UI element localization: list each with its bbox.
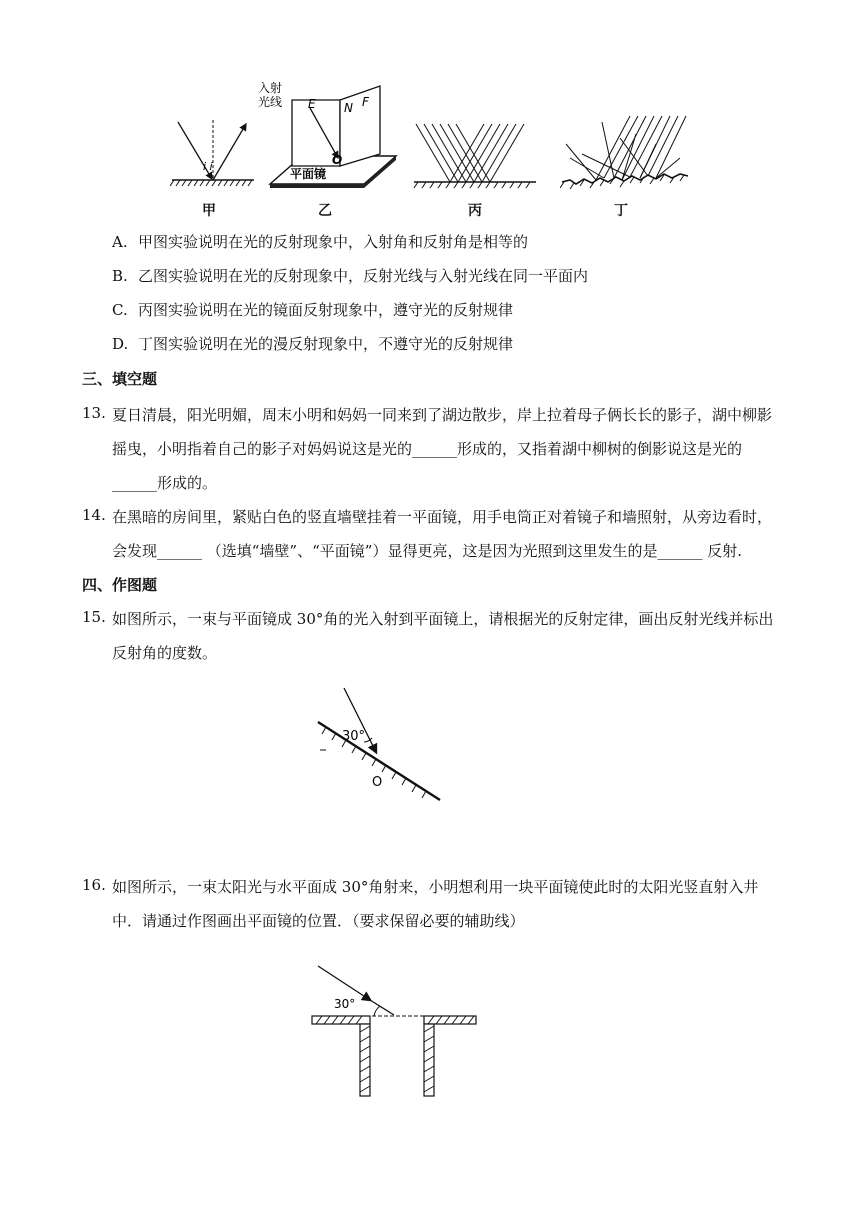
q13-line1: 夏日清晨，阳光明媚，周末小明和妈妈一同来到了湖边散步，岸上拉着母子俩长长的影子，湖中柳影 bbox=[112, 406, 773, 424]
q15-line1: 如图所示，一束与平面镜成 30°角的光入射到平面镜上，请根据光的反射定律，画出反射光线并标出 bbox=[112, 610, 774, 628]
label-N: N bbox=[344, 101, 353, 115]
figure-ding bbox=[560, 114, 690, 194]
incident-ray-text-2: 光线 bbox=[258, 95, 283, 109]
q16-figure[interactable] bbox=[310, 960, 478, 1100]
q13-line2: 摇曳，小明指着自己的影子对妈妈说这是光的______形成的，又指着湖中柳树的倒影说这是光的 bbox=[112, 440, 743, 458]
section-fill-in: 三、填空题 bbox=[82, 370, 158, 388]
section-drawing: 四、作图题 bbox=[82, 576, 158, 594]
option-a[interactable]: A. 甲图实验说明在光的反射现象中，入射角和反射角是相等的 bbox=[112, 233, 529, 251]
q16-line2: 中．请通过作图画出平面镜的位置．（要求保留必要的辅助线） bbox=[112, 912, 525, 930]
mirror-text: 平面镜 bbox=[290, 167, 327, 181]
figure-yi bbox=[256, 82, 402, 192]
figure-bing-label: 丙 bbox=[468, 203, 482, 219]
figure-jia bbox=[168, 118, 258, 190]
q14-line1: 在黑暗的房间里，紧贴白色的竖直墙壁挂着一平面镜，用手电筒正对着镜子和墙照射，从旁边看时， bbox=[112, 508, 773, 526]
label-F: F bbox=[362, 95, 369, 109]
figure-ding-label: 丁 bbox=[614, 203, 628, 219]
option-b[interactable]: B. 乙图实验说明在光的反射现象中，反射光线与入射光线在同一平面内 bbox=[112, 267, 589, 285]
q13-line3: ______形成的。 bbox=[112, 474, 218, 492]
figure-jia-label: 甲 bbox=[202, 203, 216, 219]
q15-angle-label: 30° bbox=[342, 729, 366, 744]
q15-figure[interactable] bbox=[312, 680, 452, 804]
q15-point-label: O bbox=[372, 775, 383, 790]
label-O: O bbox=[332, 153, 343, 167]
option-c[interactable]: C. 丙图实验说明在光的镜面反射现象中，遵守光的反射规律 bbox=[112, 301, 514, 319]
q13-number: 13. bbox=[82, 404, 106, 422]
option-d[interactable]: D. 丁图实验说明在光的漫反射现象中，不遵守光的反射规律 bbox=[112, 335, 514, 353]
q16-line1: 如图所示，一束太阳光与水平面成 30°角射来，小明想利用一块平面镜使此时的太阳光竖直射入井 bbox=[112, 878, 759, 896]
figure-yi-label: 乙 bbox=[318, 203, 332, 219]
q16-number: 16. bbox=[82, 876, 106, 894]
q14-line2: 会发现______ （选填“墙壁”、“平面镜”）显得更亮，这是因为光照到这里发生的是______ 反射. bbox=[112, 542, 742, 560]
q14-number: 14. bbox=[82, 506, 106, 524]
q15-number: 15. bbox=[82, 608, 106, 626]
q16-angle-label: 30° bbox=[334, 997, 356, 1011]
q15-line2: 反射角的度数。 bbox=[112, 644, 218, 662]
label-E: E bbox=[308, 97, 316, 111]
figure-bing bbox=[412, 122, 538, 192]
angle-i-label: i i bbox=[203, 160, 213, 173]
incident-ray-text-1: 入射 bbox=[258, 82, 283, 95]
